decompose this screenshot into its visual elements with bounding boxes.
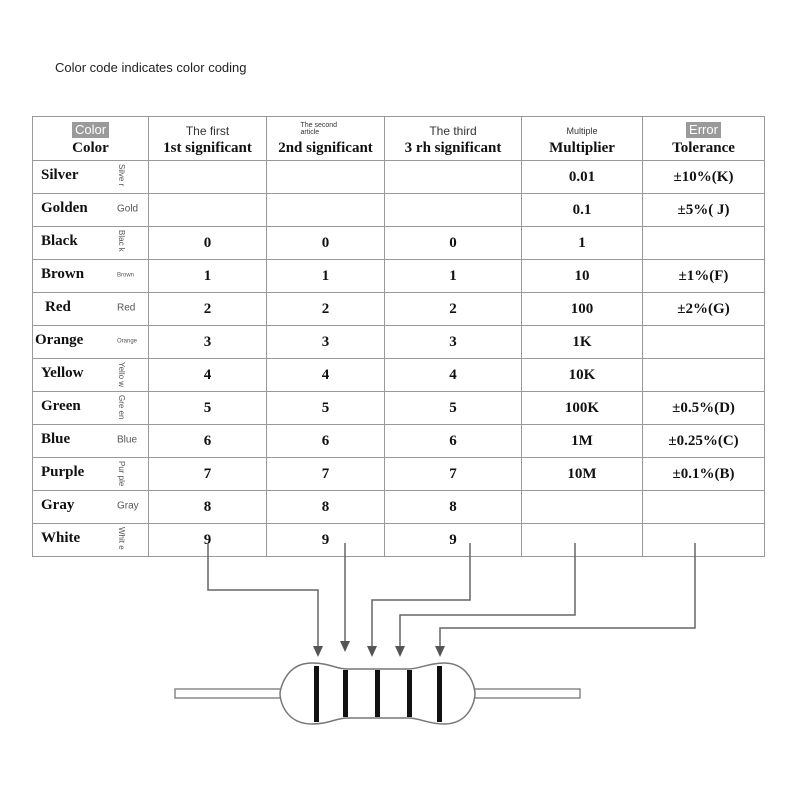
first-digit-cell: 7 — [149, 458, 267, 491]
connector-line-1 — [208, 543, 318, 650]
color-name: Red — [45, 298, 71, 315]
color-name: Gray — [41, 496, 75, 513]
third-digit-cell: 4 — [385, 359, 522, 392]
header-second-sub: The second article — [300, 122, 338, 136]
first-digit-cell: 1 — [149, 260, 267, 293]
second-digit-cell: 9 — [267, 524, 385, 557]
first-digit-cell: 0 — [149, 227, 267, 260]
header-first-sub: The first — [185, 124, 230, 138]
third-digit-cell: 8 — [385, 491, 522, 524]
second-digit-cell: 6 — [267, 425, 385, 458]
multiplier-cell: 1K — [522, 326, 643, 359]
first-digit-cell: 3 — [149, 326, 267, 359]
connector-line-5 — [440, 543, 695, 650]
arrow-head-2 — [340, 641, 350, 652]
resistor-lead-left — [175, 689, 285, 698]
color-label: Silve r — [117, 164, 126, 187]
header-tolerance-sub: Error — [686, 122, 721, 138]
first-digit-cell: 4 — [149, 359, 267, 392]
color-name: Yellow — [41, 364, 84, 381]
first-digit-cell: 9 — [149, 524, 267, 557]
second-digit-cell: 1 — [267, 260, 385, 293]
color-label: Blac k — [117, 230, 126, 252]
first-digit-cell: 2 — [149, 293, 267, 326]
color-label: Whit e — [117, 527, 126, 550]
resistor-band-5 — [437, 666, 442, 722]
color-name: Purple — [41, 463, 85, 480]
second-digit-cell: 2 — [267, 293, 385, 326]
multiplier-cell: 10M — [522, 458, 643, 491]
header-multiplier-main: Multiplier — [549, 140, 615, 156]
second-digit-cell: 5 — [267, 392, 385, 425]
third-digit-cell: 1 — [385, 260, 522, 293]
arrow-head-4 — [395, 646, 405, 657]
resistor-band-3 — [375, 670, 380, 717]
color-label: Pur ple — [117, 461, 126, 487]
multiplier-cell: 1M — [522, 425, 643, 458]
third-digit-cell: 6 — [385, 425, 522, 458]
first-digit-cell: 5 — [149, 392, 267, 425]
connector-line-3 — [372, 543, 470, 650]
color-label: Gre en — [117, 395, 126, 420]
color-label: Gray — [117, 500, 139, 512]
multiplier-cell: 10 — [522, 260, 643, 293]
second-digit-cell: 0 — [267, 227, 385, 260]
multiplier-cell: 100 — [522, 293, 643, 326]
color-name: Golden — [41, 199, 88, 216]
tolerance-cell: ±2%(G) — [643, 293, 765, 326]
color-name: Orange — [35, 331, 84, 348]
header-color-main: Color — [72, 140, 109, 156]
header-tolerance-main: Tolerance — [672, 140, 735, 156]
third-digit-cell: 2 — [385, 293, 522, 326]
arrow-head-5 — [435, 646, 445, 657]
tolerance-cell: ±0.5%(D) — [643, 392, 765, 425]
multiplier-cell: 0.1 — [522, 194, 643, 227]
color-name: Silver — [41, 166, 79, 183]
resistor-lead-right — [468, 689, 580, 698]
second-digit-cell: 4 — [267, 359, 385, 392]
color-label: Blue — [117, 434, 138, 446]
tolerance-cell: ±0.1%(B) — [643, 458, 765, 491]
resistor-band-1 — [314, 666, 319, 722]
page-heading: Color code indicates color coding — [55, 60, 247, 75]
first-digit-cell: 8 — [149, 491, 267, 524]
header-third-sub: The third — [429, 124, 477, 138]
color-name: White — [41, 529, 81, 546]
color-label: Orange — [117, 338, 138, 345]
tolerance-cell: ±10%(K) — [643, 161, 765, 194]
tolerance-cell: ±1%(F) — [643, 260, 765, 293]
first-digit-cell: 6 — [149, 425, 267, 458]
third-digit-cell: 3 — [385, 326, 522, 359]
multiplier-cell: 10K — [522, 359, 643, 392]
header-multiplier-sub: Multiple — [566, 126, 598, 136]
resistor-band-4 — [407, 670, 412, 717]
tolerance-cell: ±5%( J) — [643, 194, 765, 227]
multiplier-cell: 1 — [522, 227, 643, 260]
second-digit-cell: 3 — [267, 326, 385, 359]
arrow-head-3 — [367, 646, 377, 657]
tolerance-cell: ±0.25%(C) — [643, 425, 765, 458]
color-label: Brown — [117, 272, 135, 279]
multiplier-cell: 0.01 — [522, 161, 643, 194]
resistor-band-2 — [343, 670, 348, 717]
second-digit-cell: 8 — [267, 491, 385, 524]
color-name: Blue — [41, 430, 71, 447]
arrow-head-1 — [313, 646, 323, 657]
third-digit-cell: 5 — [385, 392, 522, 425]
multiplier-cell: 100K — [522, 392, 643, 425]
color-name: Brown — [41, 265, 85, 282]
second-digit-cell: 7 — [267, 458, 385, 491]
header-first-main: 1st significant — [163, 140, 252, 156]
color-name: Green — [41, 397, 81, 414]
color-name: Black — [41, 232, 78, 249]
third-digit-cell: 0 — [385, 227, 522, 260]
third-digit-cell: 7 — [385, 458, 522, 491]
header-third-main: 3 rh significant — [404, 140, 502, 156]
color-label: Yello w — [117, 362, 126, 388]
header-second-main: 2nd significant — [278, 140, 373, 156]
header-color-sub: Color — [72, 122, 109, 138]
color-label: Gold — [117, 203, 139, 215]
third-digit-cell: 9 — [385, 524, 522, 557]
connector-line-4 — [400, 543, 575, 650]
color-label: Red — [117, 302, 136, 314]
